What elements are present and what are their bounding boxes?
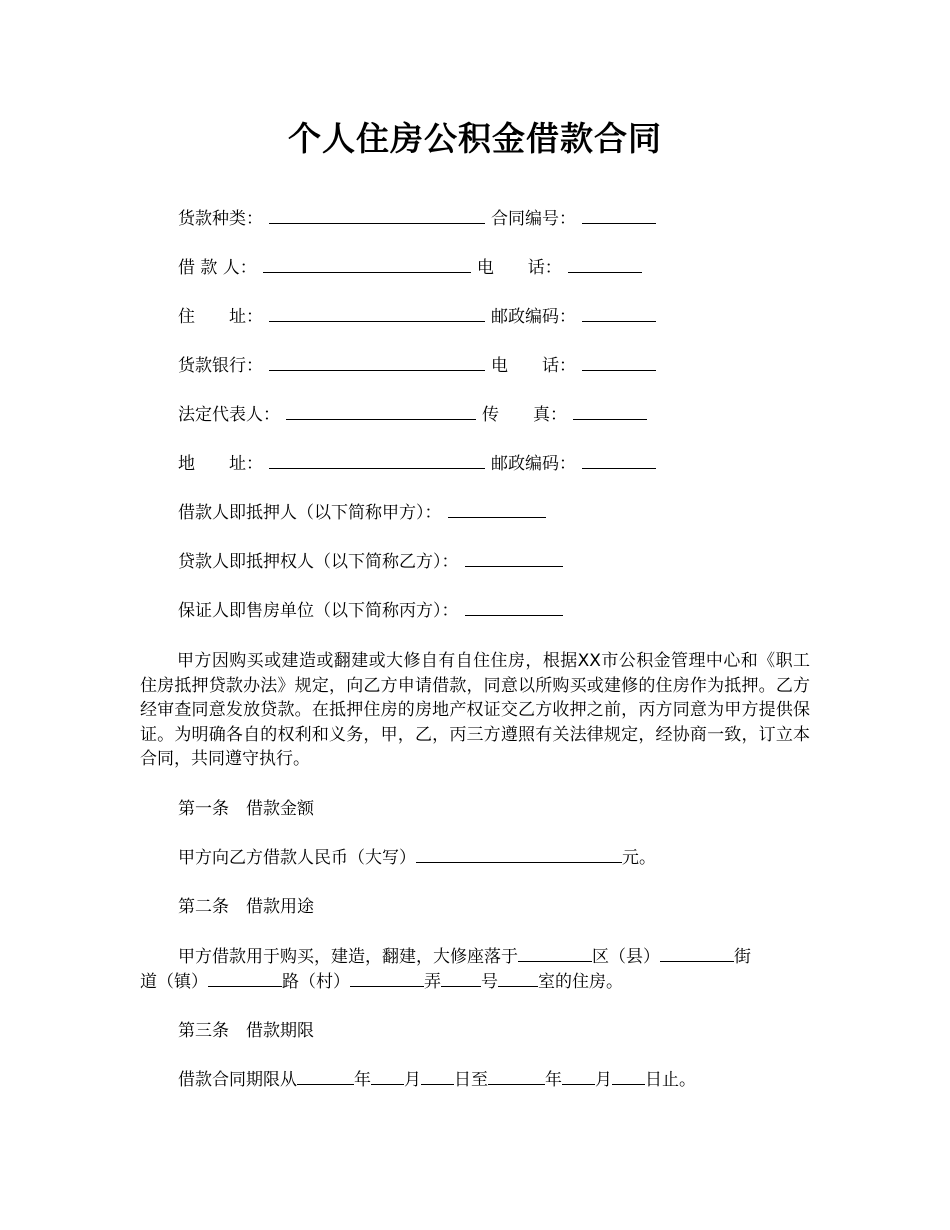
blank-fax[interactable] — [573, 403, 647, 420]
label-postcode: 邮政编码： — [491, 307, 576, 327]
field-row-bank — [178, 354, 656, 378]
label-loan-type: 货款种类： — [178, 209, 263, 229]
party-b-row — [178, 550, 563, 574]
blank-end-day[interactable] — [612, 1068, 645, 1085]
blank-number[interactable] — [441, 970, 481, 987]
article-3-text — [178, 1068, 696, 1092]
party-c-row — [178, 599, 563, 623]
article-2-text-2: 区（县） — [592, 947, 660, 967]
field-row-loan-type — [178, 207, 656, 231]
field-row-address — [178, 305, 656, 329]
article-2-text-6: 号 — [481, 972, 498, 992]
article-3-day-end: 日止。 — [645, 1070, 696, 1090]
article-3-day-to: 日至 — [454, 1070, 488, 1090]
article-1-text-a: 甲方向乙方借款人民币（大写） — [178, 848, 416, 868]
article-2-line-2 — [140, 970, 623, 994]
blank-start-month[interactable] — [371, 1068, 404, 1085]
article-3-text-1: 借款合同期限从 — [178, 1070, 297, 1090]
article-2-street-char: 街 — [734, 947, 751, 967]
label-location: 地 址： — [178, 454, 263, 474]
party-a-row — [178, 501, 546, 525]
article-2-text-7: 室的住房。 — [538, 972, 623, 992]
blank-loan-amount[interactable] — [416, 846, 622, 863]
article-3-month-1: 月 — [404, 1070, 421, 1090]
label-address: 住 址： — [178, 307, 263, 327]
article-1-text-b: 元。 — [622, 848, 656, 868]
blank-loan-type[interactable] — [269, 207, 485, 224]
label-legal-rep: 法定代表人： — [178, 405, 280, 425]
article-1-text — [178, 846, 656, 870]
article-3-year-2: 年 — [545, 1070, 562, 1090]
blank-party-a[interactable] — [448, 501, 546, 518]
party-b-label: 贷款人即抵押权人（以下简称乙方）： — [178, 552, 459, 572]
field-row-location — [178, 452, 656, 476]
document-title: 个人住房公积金借款合同 — [288, 119, 662, 158]
article-2-text-1: 甲方借款用于购买，建造，翻建，大修座落于 — [178, 947, 518, 967]
blank-bank[interactable] — [269, 354, 485, 371]
blank-street[interactable] — [660, 945, 734, 962]
blank-road[interactable] — [208, 970, 282, 987]
label-contract-no: 合同编号： — [491, 209, 576, 229]
article-2-heading: 第二条 借款用途 — [178, 897, 314, 917]
blank-borrower[interactable] — [263, 256, 471, 273]
blank-end-month[interactable] — [562, 1068, 595, 1085]
blank-end-year[interactable] — [488, 1068, 545, 1085]
blank-district[interactable] — [518, 945, 592, 962]
blank-party-b[interactable] — [465, 550, 563, 567]
intro-paragraph: 甲方因购买或建造或翻建或大修自有自住住房，根据XX市公积金管理中心和《职工住房抵押贷款办法》规定，向乙方申请借款，同意以所购买或建修的住房作为抵押。乙方经审查同意发放贷款。在抵押住房的房地产权证交乙方收押之前，丙方同意为甲方提供保证。为明确各自的权利和义务，甲，乙，丙三方遵照有关法律规定，经协商一致，订立本合同，共同遵守执行。 — [140, 651, 810, 769]
blank-start-day[interactable] — [421, 1068, 454, 1085]
label-postcode-2: 邮政编码： — [491, 454, 576, 474]
article-3-year-1: 年 — [354, 1070, 371, 1090]
article-3-month-2: 月 — [595, 1070, 612, 1090]
blank-party-c[interactable] — [465, 599, 563, 616]
blank-legal-rep[interactable] — [286, 403, 476, 420]
field-row-borrower — [178, 256, 642, 280]
article-2-text-3b: 道（镇） — [140, 972, 208, 992]
blank-postcode[interactable] — [582, 305, 656, 322]
article-2-text-5: 弄 — [424, 972, 441, 992]
blank-room[interactable] — [498, 970, 538, 987]
label-bank: 货款银行： — [178, 356, 263, 376]
blank-postcode-2[interactable] — [582, 452, 656, 469]
blank-location[interactable] — [269, 452, 485, 469]
label-borrower: 借 款 人： — [178, 258, 257, 278]
article-1-heading: 第一条 借款金额 — [178, 799, 314, 819]
blank-contract-no[interactable] — [582, 207, 656, 224]
blank-phone[interactable] — [568, 256, 642, 273]
party-a-label: 借款人即抵押人（以下简称甲方）： — [178, 503, 442, 523]
label-bank-phone: 电 话： — [491, 356, 576, 376]
label-phone: 电 话： — [476, 258, 562, 278]
blank-address[interactable] — [269, 305, 485, 322]
blank-lane[interactable] — [350, 970, 424, 987]
blank-bank-phone[interactable] — [582, 354, 656, 371]
label-fax: 传 真： — [482, 405, 567, 425]
article-3-heading: 第三条 借款期限 — [178, 1021, 314, 1041]
party-c-label: 保证人即售房单位（以下简称丙方）： — [178, 601, 459, 621]
blank-start-year[interactable] — [297, 1068, 354, 1085]
article-2-line-1 — [178, 945, 751, 969]
field-row-legal-rep — [178, 403, 647, 427]
article-2-text-4: 路（村） — [282, 972, 350, 992]
